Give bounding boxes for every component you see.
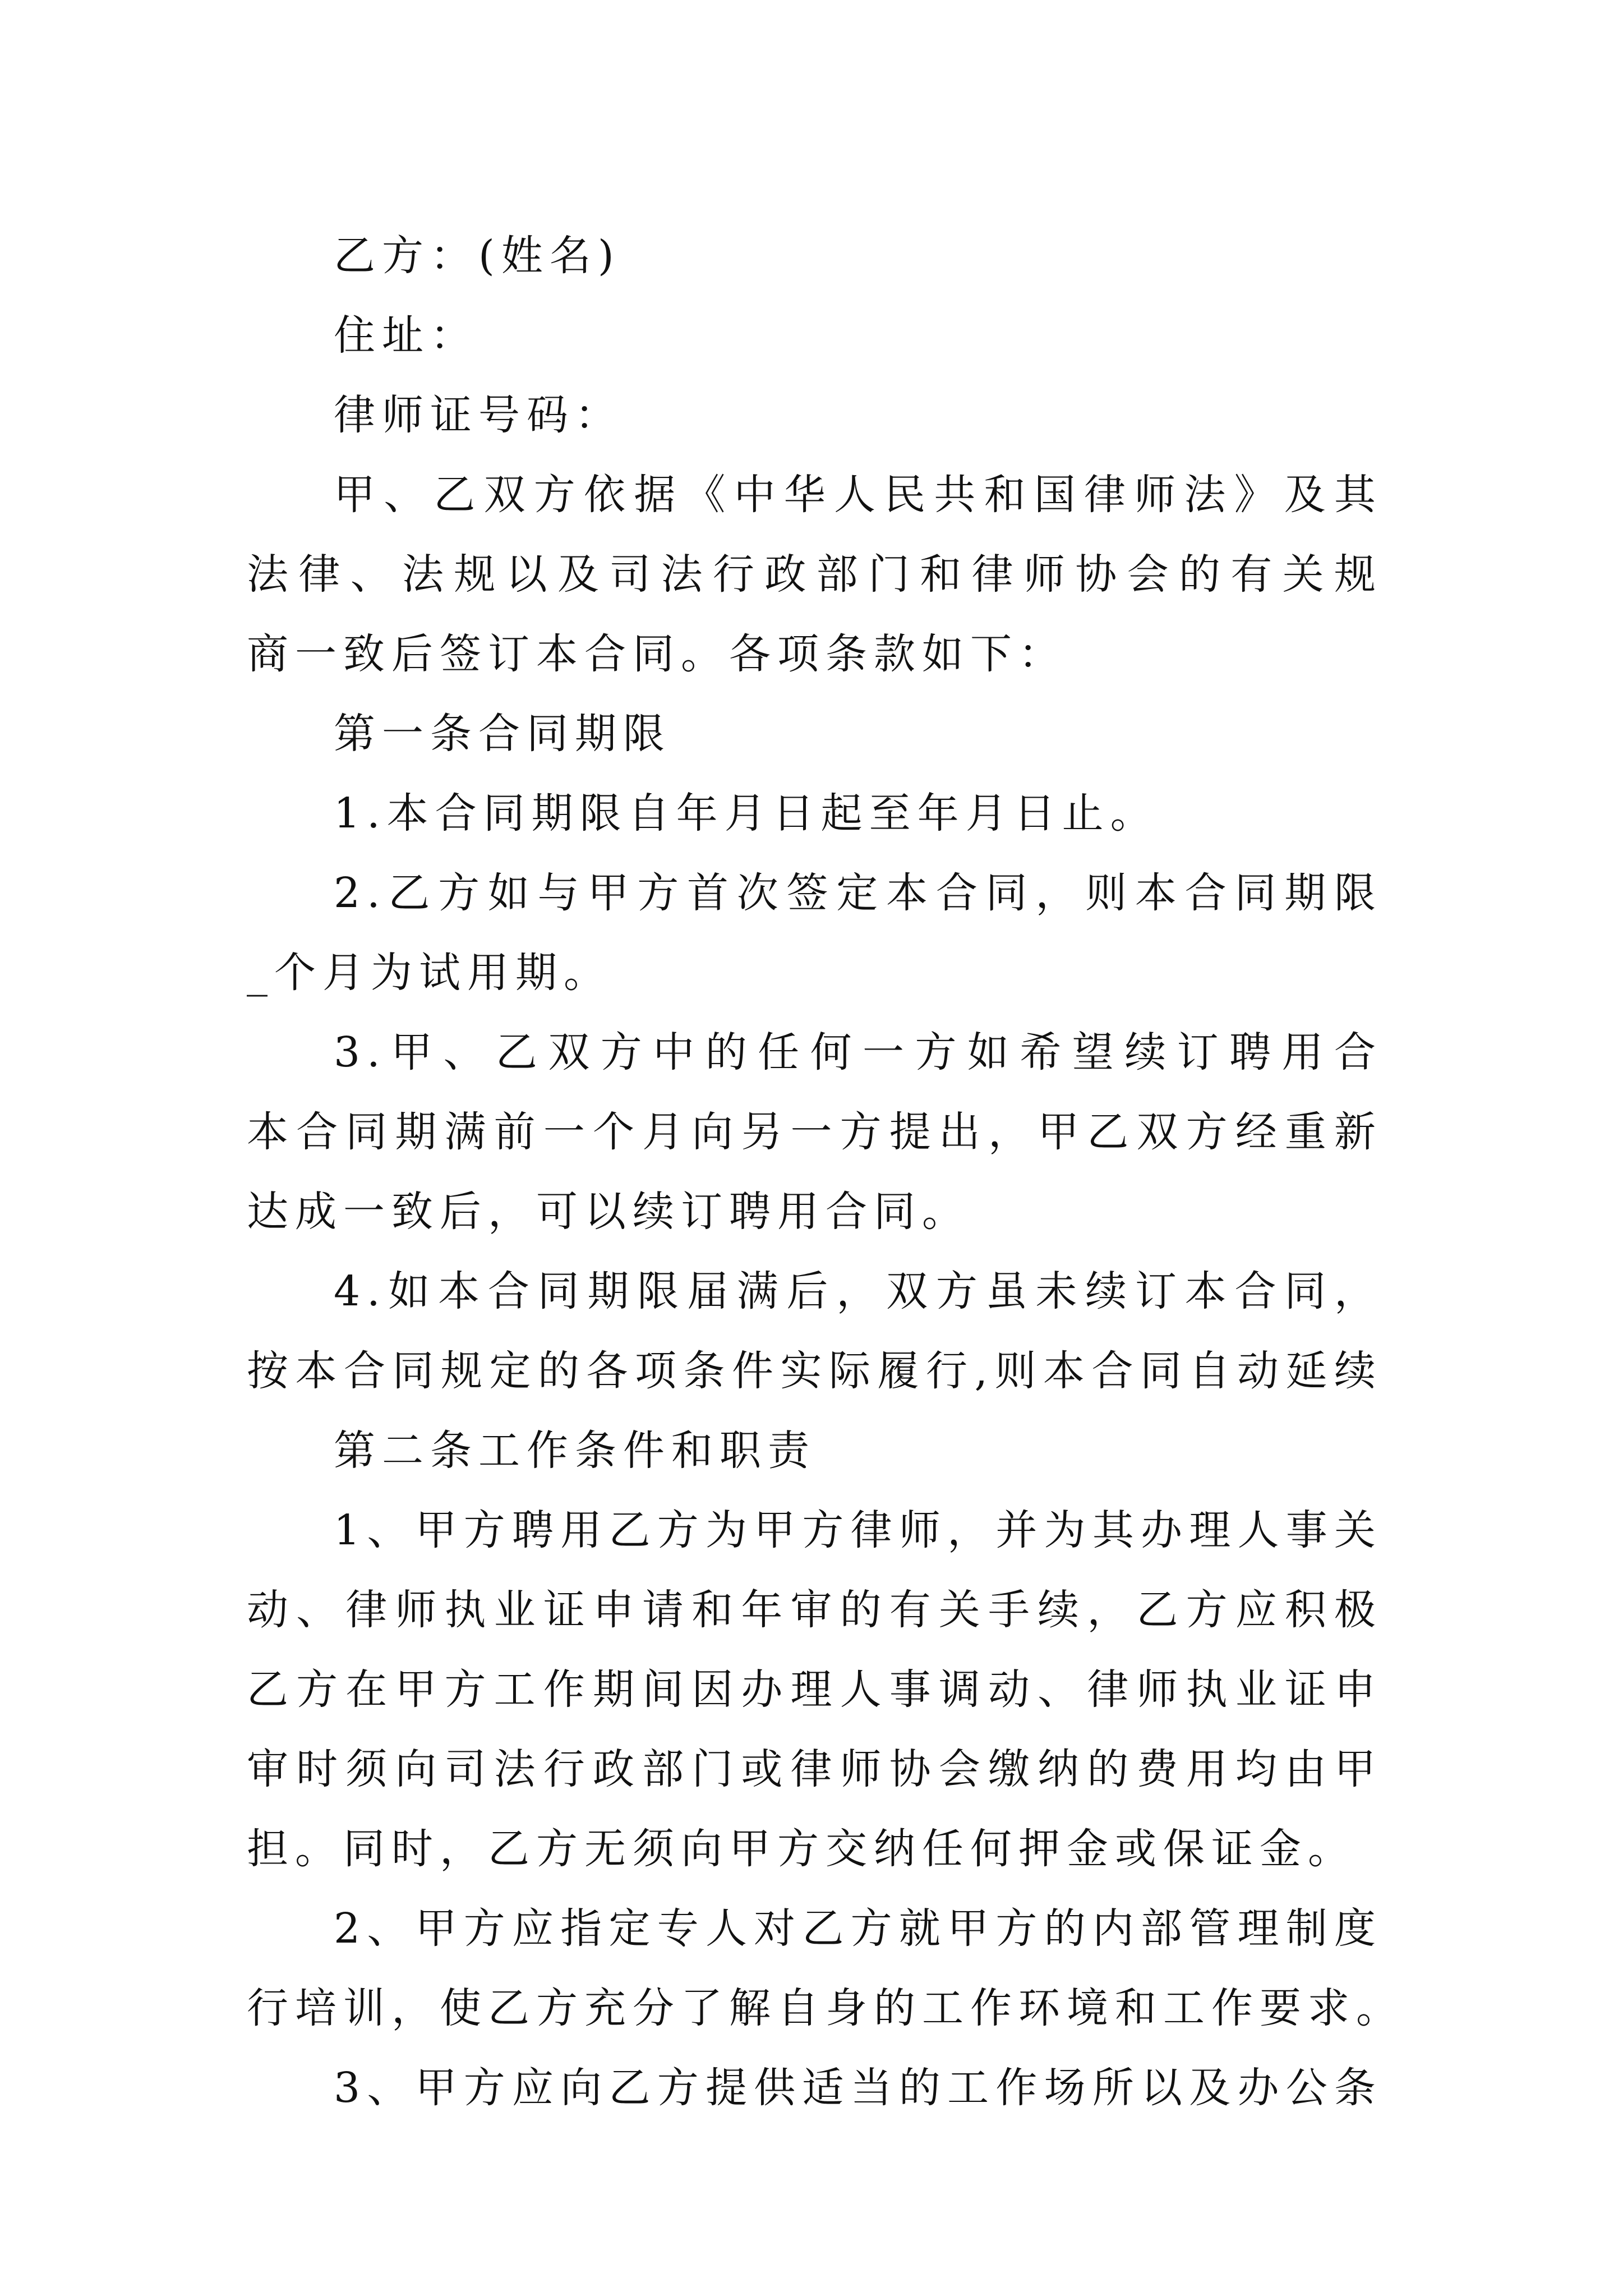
text-line: 法律、法规以及司法行政部门和律师协会的有关规 [247, 550, 1382, 599]
text-line: 3.甲、乙双方中的任何一方如希望续订聘用合 [334, 1028, 1382, 1076]
text-line: 乙方在甲方工作期间因办理人事调动、律师执业证申 [247, 1665, 1382, 1714]
text-line: 第二条工作条件和职责 [334, 1427, 816, 1475]
text-line: 1.本合同期限自年月日起至年月日止。 [334, 789, 1159, 838]
document-body [247, 216, 1404, 2128]
text-line: 1、甲方聘用乙方为甲方律师，并为其办理人事关 [334, 1506, 1382, 1554]
text-line: 律师证号码： [334, 391, 623, 439]
text-line: 住址： [334, 311, 478, 360]
text-line: 乙方：(姓名) [334, 232, 621, 280]
text-line: 第一条合同期限 [334, 710, 671, 758]
text-line: 商一致后签订本合同。各项条款如下： [247, 630, 1067, 678]
text-line: 达成一致后，可以续订聘用合同。 [247, 1188, 970, 1236]
text-line: 2.乙方如与甲方首次签定本合同，则本合同期限 [334, 869, 1382, 917]
text-line: 按本合同规定的各项条件实际履行,则本合同自动延续 [247, 1347, 1382, 1395]
text-line: 担。同时，乙方无须向甲方交纳任何押金或保证金。 [247, 1825, 1356, 1873]
text-line: 动、律师执业证申请和年审的有关手续，乙方应积极 [247, 1586, 1382, 1634]
text-line: 3、甲方应向乙方提供适当的工作场所以及办公条 [334, 2064, 1382, 2112]
text-line: 行培训，使乙方充分了解自身的工作环境和工作要求。 [247, 1984, 1404, 2032]
text-line: _个月为试用期。 [247, 949, 612, 997]
text-line: 本合同期满前一个月向另一方提出，甲乙双方经重新 [247, 1108, 1382, 1156]
text-line: 4.如本合同期限届满后，双方虽未续订本合同， [334, 1267, 1382, 1315]
text-line: 甲、乙双方依据《中华人民共和国律师法》及其 [334, 471, 1382, 519]
text-line: 审时须向司法行政部门或律师协会缴纳的费用均由甲 [247, 1745, 1382, 1793]
text-line: 2、甲方应指定专人对乙方就甲方的内部管理制度 [334, 1904, 1382, 1953]
